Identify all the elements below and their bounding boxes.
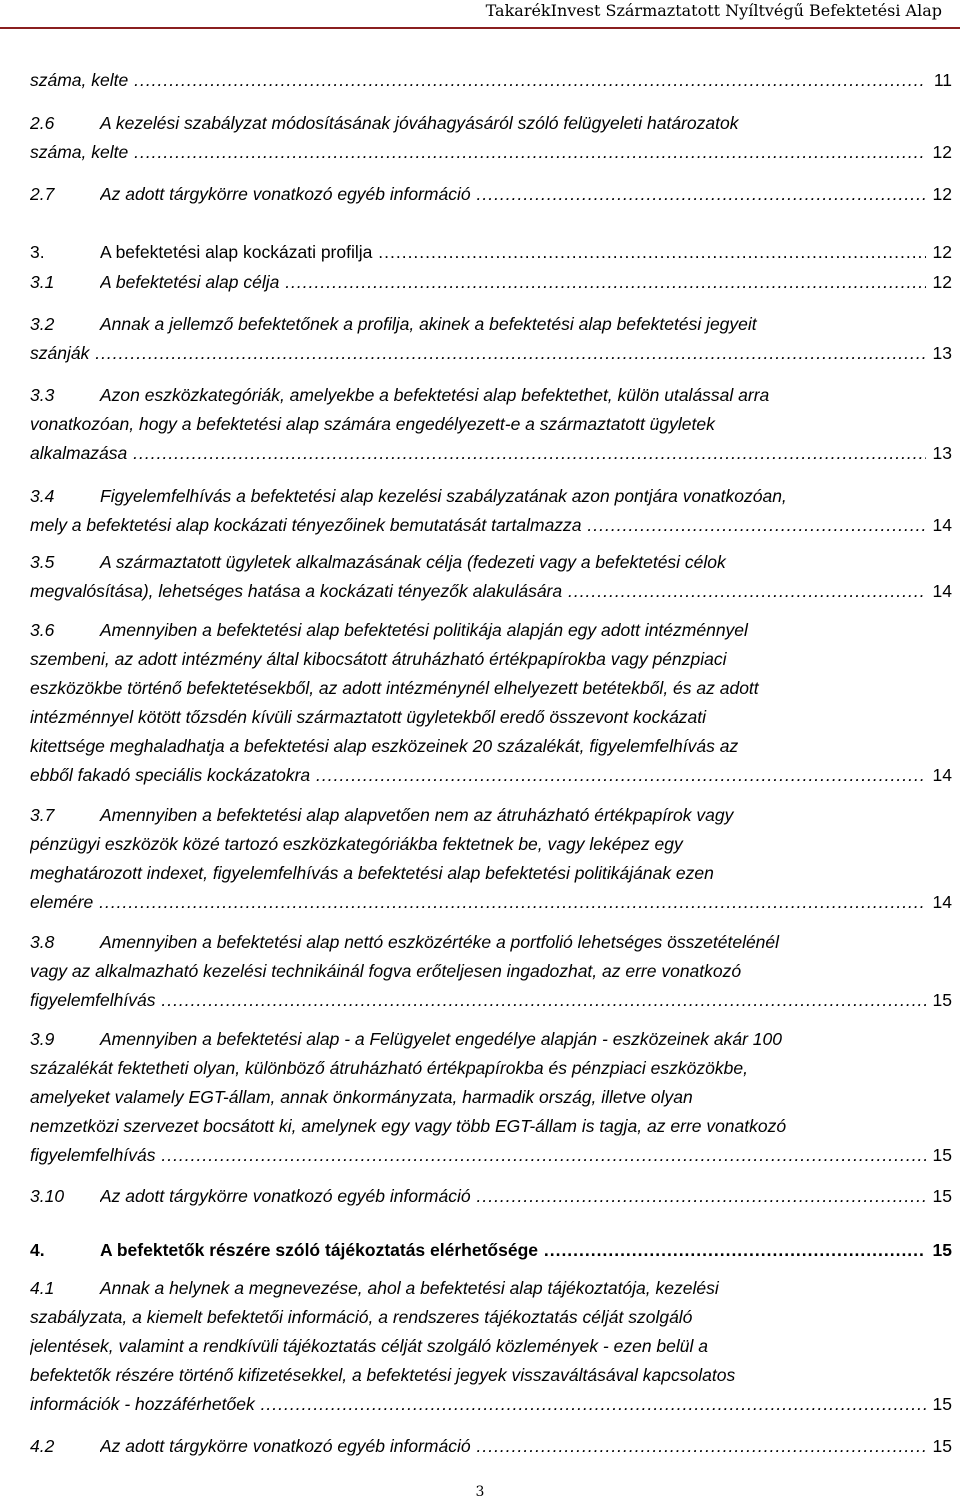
toc-entry-text: befektetők részére történő kifizetésekkel, a befektetési jegyek visszaváltásával kapcsolatos: [30, 1365, 736, 1385]
toc-entry-number: 4.2: [30, 1436, 55, 1456]
toc-entry-text: Azon eszközkategóriák, amelyekbe a befektetési alap befektethet, külön utalással arra: [100, 385, 770, 405]
toc-entry-text: szánják .....: [30, 339, 926, 368]
toc-entry-text: nemzetközi szervezet bocsátott ki, amelynek egy vagy több EGT-állam is tagja, az erre vonatkozó: [30, 1116, 787, 1136]
toc-entry[interactable]: [30, 1182, 952, 1211]
toc-line: [30, 801, 952, 830]
toc-line: [30, 381, 952, 410]
toc-entry-number: 3.3: [30, 385, 55, 405]
toc-page-number: 12: [931, 138, 952, 167]
toc-entry-number: 2.6: [30, 113, 55, 133]
toc-entry-text: megvalósítása), lehetséges hatása a kockázati tényezők alakulására .....: [30, 577, 926, 606]
toc-entry-text: Amennyiben a befektetési alap alapvetően nem az átruházható értékpapírok vagy: [100, 805, 734, 825]
toc-line: [30, 180, 952, 209]
toc-entry[interactable]: [30, 268, 952, 297]
toc-line: [30, 577, 952, 606]
toc-line: [30, 1083, 952, 1112]
toc-entry[interactable]: [30, 180, 952, 209]
toc-entry-text: Annak a jellemző befektetőnek a profilja, akinek a befektetési alap befektetési jegyeit: [100, 314, 757, 334]
toc-entry[interactable]: [30, 381, 952, 468]
toc-entry-text: A kezelési szabályzat módosításának jóváhagyásáról szóló felügyeleti határozatok: [100, 113, 739, 133]
toc-entry-number: 2.7: [30, 184, 55, 204]
toc-entry-text: mely a befektetési alap kockázati tényezőinek bemutatását tartalmazza .....: [30, 511, 926, 540]
toc-entry[interactable]: [30, 928, 952, 1015]
toc-line: [30, 1303, 952, 1332]
toc-entry[interactable]: [30, 310, 952, 368]
toc-line: [30, 761, 952, 790]
toc-entry-text: Az adott tárgykörre vonatkozó egyéb információ .....: [100, 1432, 926, 1461]
toc-entry-text: A befektetők részére szóló tájékoztatás elérhetősége .....: [100, 1236, 926, 1265]
toc-entry[interactable]: [30, 482, 952, 540]
toc-line: [30, 957, 952, 986]
toc-entry[interactable]: [30, 1236, 952, 1265]
toc-page-number: 14: [931, 888, 952, 917]
toc-line: [30, 986, 952, 1015]
toc-entry[interactable]: [30, 1274, 952, 1419]
toc-line: [30, 548, 952, 577]
toc-page-number: 15: [931, 1390, 952, 1419]
toc-entry-text: A származtatott ügyletek alkalmazásának célja (fedezeti vagy a befektetési célok: [100, 552, 726, 572]
toc-entry-text: ebből fakadó speciális kockázatokra .....: [30, 761, 926, 790]
toc-page-number: 12: [931, 268, 952, 297]
toc-entry-number: 3.2: [30, 314, 55, 334]
toc-line: [30, 410, 952, 439]
toc-entry-text: pénzügyi eszközök közé tartozó eszközkategóriákba fektetnek be, vagy leképez egy: [30, 834, 683, 854]
toc-line: [30, 928, 952, 957]
toc-entry-text: Annak a helynek a megnevezése, ahol a befektetési alap tájékoztatója, kezelési: [100, 1278, 719, 1298]
toc-entry-number: 4.: [30, 1240, 45, 1260]
toc-entry-number: 4.1: [30, 1278, 55, 1298]
toc-page-number: 15: [931, 1432, 952, 1461]
toc-line: [30, 1236, 952, 1265]
toc-entry[interactable]: [30, 1432, 952, 1461]
toc-entry-text: Az adott tárgykörre vonatkozó egyéb információ .....: [100, 1182, 926, 1211]
toc-line: [30, 1332, 952, 1361]
toc-line: [30, 1054, 952, 1083]
toc-entry-text: alkalmazása .....: [30, 439, 926, 468]
toc-entry-number: 3.9: [30, 1029, 55, 1049]
toc-entry-text: vagy az alkalmazható kezelési technikáinál fogva erőteljesen ingadozhat, az erre vonatkozó: [30, 961, 742, 981]
toc-line: [30, 1182, 952, 1211]
toc-line: [30, 859, 952, 888]
toc-line: [30, 1390, 952, 1419]
toc-entry-text: elemére .....: [30, 888, 926, 917]
toc-entry[interactable]: [30, 616, 952, 790]
toc-entry-text: Figyelemfelhívás a befektetési alap kezelési szabályzatának azon pontjára vonatkozóan,: [100, 486, 787, 506]
toc-line: [30, 645, 952, 674]
toc-line: [30, 1025, 952, 1054]
toc-entry[interactable]: [30, 238, 952, 267]
toc-line: [30, 109, 952, 138]
toc-entry-number: 3.1: [30, 272, 55, 292]
toc-page-number: 12: [931, 238, 952, 267]
toc-line: [30, 703, 952, 732]
toc-line: [30, 674, 952, 703]
toc-entry-number: 3.10: [30, 1186, 65, 1206]
toc-entry[interactable]: [30, 801, 952, 917]
toc-entry-text: meghatározott indexet, figyelemfelhívás a befektetési alap befektetési politikájának ezen: [30, 863, 714, 883]
toc-line: [30, 511, 952, 540]
toc-page-number: 14: [931, 511, 952, 540]
toc-entry-text: eszközökbe történő befektetésekből, az adott intézménynél elhelyezett betétekből, és az adott: [30, 678, 759, 698]
toc-entry-text: százalékát fektetheti olyan, különböző átruházható értékpapírokba és pénzpiaci eszközökbe,: [30, 1058, 748, 1078]
toc-page-number: 15: [931, 1182, 952, 1211]
toc-entry-text: Amennyiben a befektetési alap befektetési politikája alapján egy adott intézménnyel: [100, 620, 748, 640]
toc-line: [30, 1112, 952, 1141]
toc-line: [30, 482, 952, 511]
toc-line: [30, 1141, 952, 1170]
toc-entry-text: szembeni, az adott intézmény által kibocsátott átruházható értékpapírokba vagy pénzpiaci: [30, 649, 727, 669]
toc-entry-text: figyelemfelhívás .....: [30, 986, 926, 1015]
toc-entry-text: figyelemfelhívás .....: [30, 1141, 926, 1170]
toc-entry-text: intézménnyel kötött tőzsdén kívüli származtatott ügyletekből eredő összevont kockázati: [30, 707, 707, 727]
toc-page-number: 15: [931, 986, 952, 1015]
page-number: 3: [475, 1484, 485, 1500]
toc-entry[interactable]: [30, 548, 952, 606]
toc-line: [30, 339, 952, 368]
toc-line: [30, 616, 952, 645]
toc-page-number: 15: [931, 1236, 952, 1265]
toc-page-number: 13: [931, 339, 952, 368]
toc-line: [30, 1274, 952, 1303]
toc-entry-text: információk - hozzáférhetőek .....: [30, 1390, 926, 1419]
toc-line: [30, 66, 952, 95]
toc-entry[interactable]: [30, 109, 952, 167]
toc-entry-text: szabályzata, a kiemelt befektetői információ, a rendszeres tájékoztatás célját szolgáló: [30, 1307, 693, 1327]
toc-line: [30, 1361, 952, 1390]
running-header: TakarékInvest Származtatott Nyíltvégű Befektetési Alap: [485, 1, 942, 20]
toc-line: [30, 138, 952, 167]
toc-entry-number: 3.4: [30, 486, 55, 506]
toc-entry-text: vonatkozóan, hogy a befektetési alap számára engedélyezett-e a származtatott ügyletek: [30, 414, 715, 434]
toc-line: [30, 1432, 952, 1461]
toc-entry-text: Amennyiben a befektetési alap nettó eszközértéke a portfolió lehetséges összetételénél: [100, 932, 780, 952]
toc-entry-number: 3.6: [30, 620, 55, 640]
toc-page-number: 15: [931, 1141, 952, 1170]
toc-page-number: 11: [932, 66, 952, 95]
toc-entry-number: 3.8: [30, 932, 55, 952]
toc-entry-text: száma, kelte .....: [30, 138, 926, 167]
toc-page-number: 12: [931, 180, 952, 209]
toc-entry[interactable]: [30, 1025, 952, 1170]
toc-entry[interactable]: [30, 66, 952, 95]
toc-entry-text: A befektetési alap célja .....: [100, 268, 926, 297]
toc-line: [30, 888, 952, 917]
toc-entry-text: kitettsége meghaladhatja a befektetési alap eszközeinek 20 százalékát, figyelemfelhívás az: [30, 736, 739, 756]
toc-entry-number: 3.: [30, 242, 45, 262]
toc-page-number: 14: [931, 577, 952, 606]
toc-entry-text: száma, kelte .....: [30, 66, 926, 95]
toc-page-number: 14: [931, 761, 952, 790]
toc-entry-text: jelentések, valamint a rendkívüli tájékoztatás célját szolgáló közlemények - ezen belül a: [30, 1336, 708, 1356]
toc-line: [30, 238, 952, 267]
toc-line: [30, 830, 952, 859]
toc-entry-text: Az adott tárgykörre vonatkozó egyéb információ .....: [100, 180, 926, 209]
toc-entry-number: 3.7: [30, 805, 55, 825]
toc-line: [30, 439, 952, 468]
toc-entry-number: 3.5: [30, 552, 55, 572]
toc-page-number: 13: [931, 439, 952, 468]
toc-entry-text: A befektetési alap kockázati profilja .....: [100, 238, 926, 267]
toc-line: [30, 732, 952, 761]
toc-line: [30, 268, 952, 297]
toc-entry-text: amelyeket valamely EGT-állam, annak önkormányzata, harmadik ország, illetve olyan: [30, 1087, 693, 1107]
toc-line: [30, 310, 952, 339]
toc-entry-text: Amennyiben a befektetési alap - a Felügyelet engedélye alapján - eszközeinek akár 100: [100, 1029, 782, 1049]
